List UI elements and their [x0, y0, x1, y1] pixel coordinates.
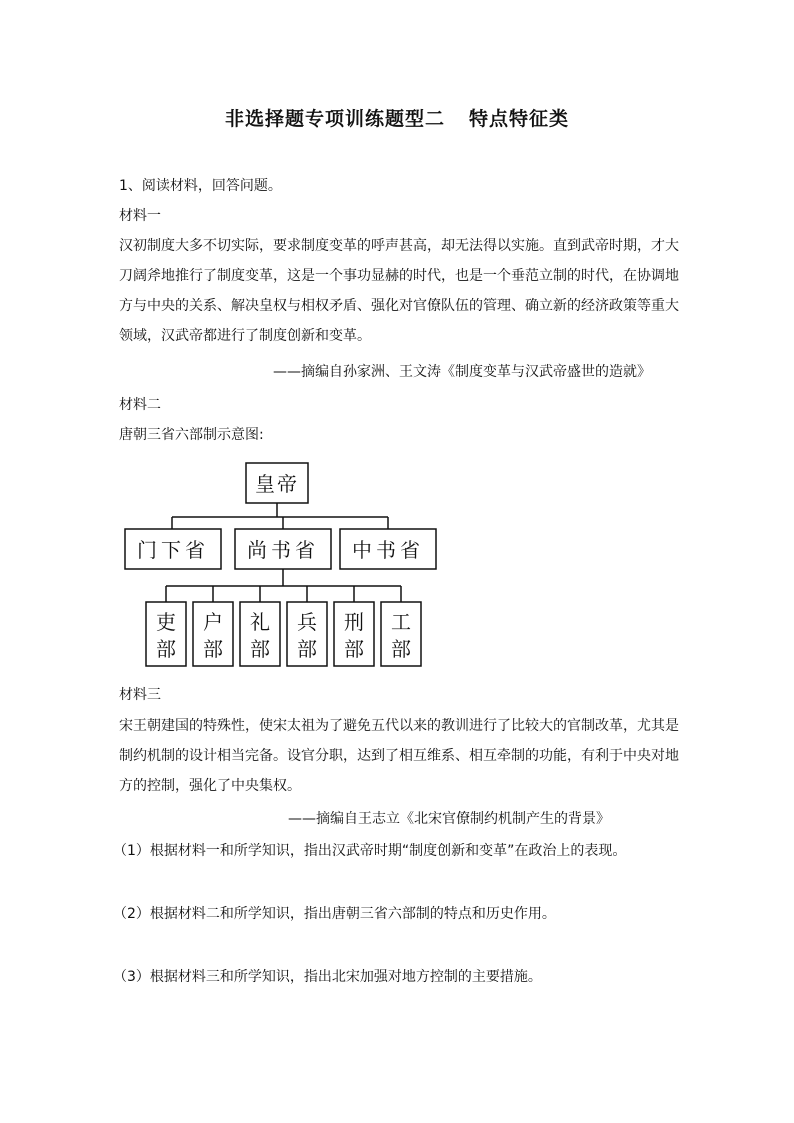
- material3-source: ——摘编自王志立《北宋官僚制约机制产生的背景》: [288, 811, 610, 827]
- emperor-box: [246, 463, 308, 503]
- province-label-shangshu: 尚书省: [247, 538, 319, 562]
- emperor-label: 皇帝: [255, 472, 299, 496]
- subquestion-2: （2）根据材料二和所学知识，指出唐朝三省六部制的特点和历史作用。: [113, 906, 556, 922]
- title-sub: 特点特征类: [469, 108, 570, 130]
- ministry-box-gong: [381, 602, 421, 666]
- title-main: 非选择题专项训练题型二: [224, 108, 445, 130]
- province-box-menxia: [125, 529, 221, 569]
- ministry-label-xing-bottom: 部: [344, 637, 364, 661]
- material1-label: 材料一: [119, 208, 161, 224]
- material1-text: 汉初制度大多不切实际，要求制度变革的呼声甚高，却无法得以实施。直到武帝时期，才大刀阔斧地推行了制度变革，这是一个事功显赫的时代，也是一个垂范立制的时代，在协调地方与中央的关系、解决皇权与相权矛盾、强化对官僚队伍的管理、确立新的经济政策等重大领域，汉武帝都进行了制度创新和变革。: [119, 238, 679, 344]
- material3-text: 宋王朝建国的特殊性，使宋太祖为了避免五代以来的教训进行了比较大的官制改革，尤其是制约机制的设计相当完备。设官分职，达到了相互维系、相互牵制的功能，有利于中央对地方的控制，强化了中央集权。: [119, 718, 679, 794]
- page-title: [0, 104, 794, 131]
- ministry-label-li-personnel-bottom: 部: [156, 637, 176, 661]
- ministry-box-bing: [287, 602, 327, 666]
- province-box-zhongshu: [340, 529, 436, 569]
- ministry-label-hu-top: 户: [203, 610, 223, 634]
- province-label-zhongshu: 中书省: [352, 538, 424, 562]
- material1-source: ——摘编自孙家洲、王文涛《制度变革与汉武帝盛世的造就》: [273, 364, 651, 380]
- subquestion-1: （1）根据材料一和所学知识，指出汉武帝时期“制度创新和变革”在政治上的表现。: [113, 843, 627, 859]
- ministry-label-gong-top: 工: [391, 610, 411, 634]
- ministry-label-bing-bottom: 部: [297, 637, 317, 661]
- ministry-box-li-rites: [240, 602, 280, 666]
- province-box-shangshu: [235, 529, 331, 569]
- ministry-label-li-personnel-top: 吏: [156, 610, 176, 634]
- province-label-menxia: 门下省: [137, 538, 209, 562]
- ministry-box-xing: [334, 602, 374, 666]
- ministry-box-li-personnel: [146, 602, 186, 666]
- subquestion-3: （3）根据材料三和所学知识，指出北宋加强对地方控制的主要措施。: [113, 969, 542, 985]
- question-intro: 1、阅读材料，回答问题。: [119, 178, 282, 194]
- ministry-label-xing-top: 刑: [344, 610, 364, 634]
- ministry-label-li-rites-top: 礼: [250, 610, 270, 634]
- ministry-label-bing-top: 兵: [297, 610, 317, 634]
- ministry-box-hu: [193, 602, 233, 666]
- material2-label: 材料二: [119, 397, 161, 413]
- material2-caption: 唐朝三省六部制示意图:: [119, 427, 264, 443]
- material3-label: 材料三: [119, 687, 161, 703]
- ministry-label-li-rites-bottom: 部: [250, 637, 270, 661]
- ministry-label-hu-bottom: 部: [203, 637, 223, 661]
- ministry-label-gong-bottom: 部: [391, 637, 411, 661]
